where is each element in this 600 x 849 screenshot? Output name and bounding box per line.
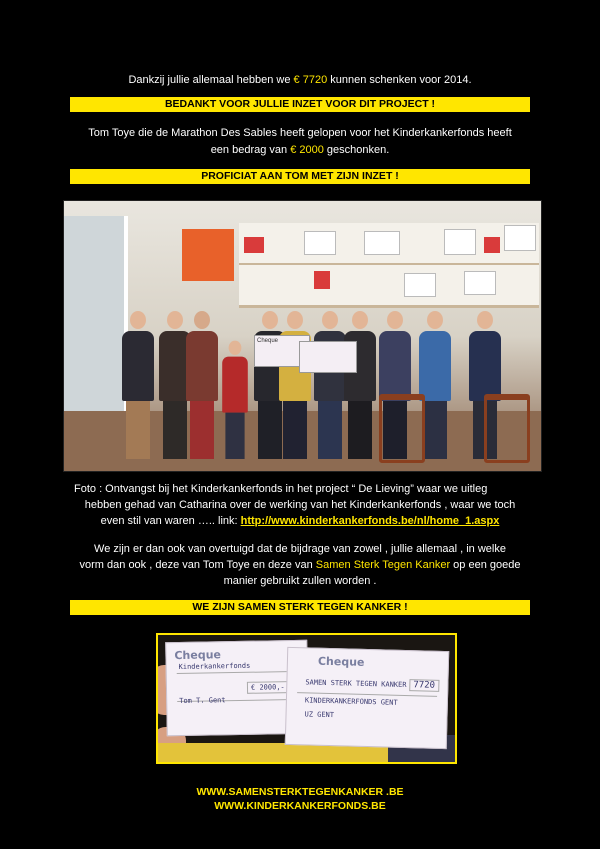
banner-thanks: BEDANKT VOOR JULLIE INZET VOOR DIT PROJECT !: [70, 97, 530, 112]
banner-congrats: PROFICIAT AAN TOM MET ZIJN INZET !: [70, 169, 530, 184]
photo-box: [364, 231, 400, 255]
photo-cheque-label: Cheque: [257, 338, 279, 344]
person: [344, 311, 376, 459]
person-child: [222, 341, 248, 459]
tom-line2: [0, 142, 600, 158]
photo-box: [304, 231, 336, 255]
photo-orange-wall: [182, 229, 234, 281]
photo-box: [404, 273, 436, 297]
photo-chair: [379, 394, 425, 463]
tom-before: een bedrag van: [210, 144, 288, 156]
cheque-right-amount: 7720: [409, 679, 439, 692]
conviction-highlight: Samen Sterk Tegen Kanker: [315, 559, 451, 571]
person: [186, 311, 218, 459]
conviction-line1: We zijn er dan ook van overtuigd dat de bijdrage van zowel , jullie allemaal , in welke: [94, 543, 506, 555]
cheques-photo: [156, 633, 457, 764]
intro-text: [0, 72, 600, 88]
photo-chair: [484, 394, 530, 463]
photo-box: [444, 229, 476, 255]
person: [314, 311, 346, 459]
caption-line2: hebben gehad van Catharina over de werking van het Kinderkankerfonds , waar we toch: [84, 499, 516, 511]
conviction-before: vorm dan ook , deze van Tom Toye en deze van: [79, 559, 313, 571]
footer-url1[interactable]: WWW.SAMENSTERKTEGENKANKER .BE: [196, 786, 404, 798]
banner-together: WE ZIJN SAMEN STERK TEGEN KANKER !: [70, 600, 530, 615]
conviction-line3: manier gebruikt zullen worden .: [223, 575, 377, 587]
photo-box: [504, 225, 536, 251]
conviction-after: op een goede: [453, 559, 521, 571]
cheque-right: [285, 647, 450, 749]
photo-red-box: [484, 237, 500, 253]
cheque-left-title: Cheque: [174, 648, 222, 663]
footer-url2[interactable]: WWW.KINDERKANKERFONDS.BE: [214, 800, 386, 812]
caption-line1: Foto : Ontvangst bij het Kinderkankerfonds in het project “ De Lieving” waar we uitleg: [74, 483, 488, 495]
cheque-left-from: Tom T. Gent: [179, 696, 226, 706]
tom-amount: € 2000: [290, 144, 324, 156]
tom-line1: Tom Toye die de Marathon Des Sables heeft gelopen voor het Kinderkankerfonds heeft: [88, 127, 512, 139]
intro-amount: € 7720: [293, 74, 328, 86]
photo-red-box: [244, 237, 264, 253]
caption-line3: [0, 513, 600, 529]
cheque-right-line1: SAMEN STERK TEGEN KANKER: [305, 678, 407, 690]
cheque-right-title: Cheque: [317, 654, 365, 669]
person: [122, 311, 154, 459]
intro-after: kunnen schenken voor 2014.: [330, 74, 472, 86]
intro-before: Dankzij jullie allemaal hebben we: [128, 74, 291, 86]
kinderkankerfonds-link[interactable]: http://www.kinderkankerfonds.be/nl/home_1.aspx: [240, 515, 500, 527]
photo-cheque: [299, 341, 357, 373]
person: [279, 311, 311, 459]
caption-before-link: even stil van waren ….. link:: [100, 515, 238, 527]
cheque-right-line3: UZ GENT: [304, 710, 335, 720]
tom-after: geschonken.: [326, 144, 390, 156]
group-photo: [63, 200, 542, 472]
cheque-right-line2: KINDERKANKERFONDS GENT: [304, 696, 398, 707]
cheque-left-amount: € 2000,-: [247, 681, 289, 694]
photo-red-box: [314, 271, 330, 289]
conviction-line2: [0, 557, 600, 573]
cheque-left-payee: Kinderkankerfonds: [178, 661, 251, 672]
photo-box: [464, 271, 496, 295]
